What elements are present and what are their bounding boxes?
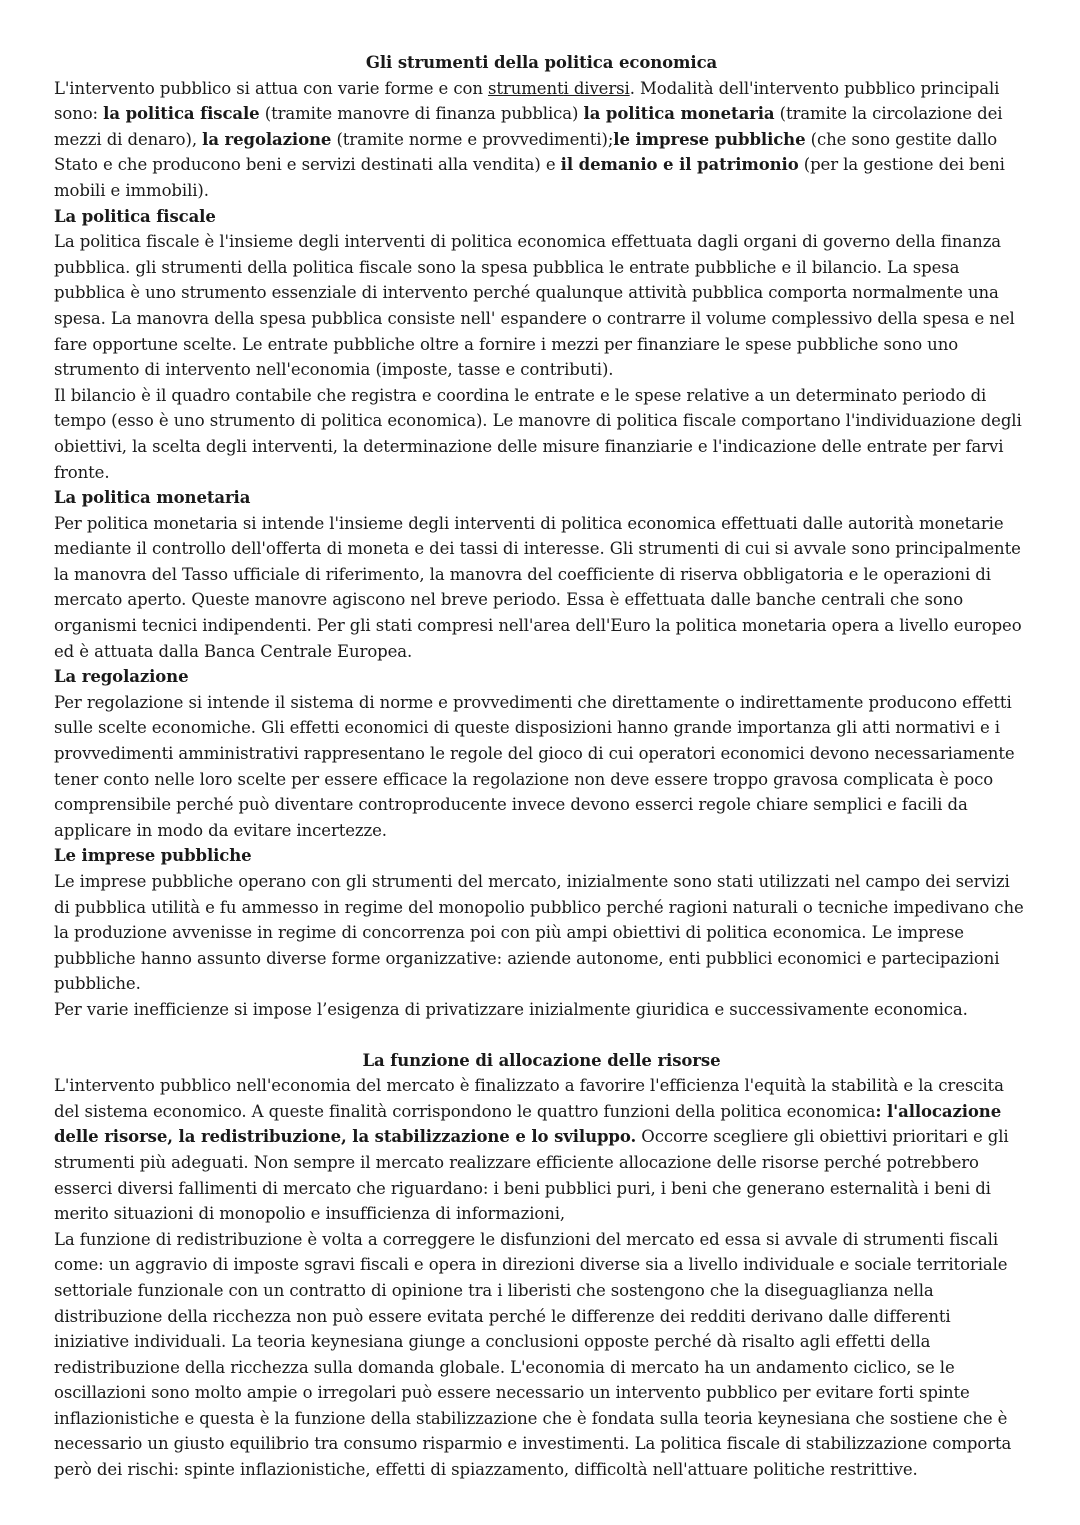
intro-bold-regolazione: la regolazione <box>202 129 332 149</box>
section-title-strumenti: Gli strumenti della politica economica <box>365 53 718 72</box>
intro-text-5: (tramite norme e provvedimenti); <box>331 129 614 149</box>
allocazione-text-1: L'intervento pubblico nell'economia del mercato è finalizzato a favorire l'efficienza l'equità la stabilità e la crescita del sistema economico. A queste finalità corrispondono le quattro funzioni della politica economica <box>54 1076 1004 1121</box>
section-spacer <box>54 1023 1029 1048</box>
intro-bold-fiscale: la politica fiscale <box>103 104 260 124</box>
monetaria-paragraph: Per politica monetaria si intende l'insieme degli interventi di politica economica effettuati dalle autorità monetarie mediante il controllo dell'offerta di moneta e dei tassi di interesse. Gli strumenti di cui si avvale sono principalmente la manovra del Tasso ufficiale di riferimento, la manovra del coefficiente di riserva obbligatoria e le operazioni di mercato aperto. Queste manovre agiscono nel breve periodo. Essa è effettuata dalle banche centrali che sono organismi tecnici indipendenti. Per gli stati compresi nell'area dell'Euro la politica monetaria opera a livello europeo ed è attuata dalla Banca Centrale Europea. <box>54 513 1022 661</box>
intro-bold-imprese: le imprese pubbliche <box>613 129 806 149</box>
document-page <box>54 50 1029 1483</box>
intro-underlined-phrase: strumenti diversi <box>488 78 630 98</box>
imprese-paragraph-2: Per varie inefficienze si impose l’esigenza di privatizzare inizialmente giuridica e successivamente economica. <box>54 999 968 1019</box>
allocazione-paragraph-2: La funzione di redistribuzione è volta a correggere le disfunzioni del mercato ed essa si avvale di strumenti fiscali come: un aggravio di imposte sgravi fiscali e opera in direzioni diverse sia a livello individuale e sociale territoriale settoriale funzionale con un contratto di opinione tra i liberisti che sostengono che la diseguaglianza nella distribuzione della ricchezza non può essere evitata perché le differenze dei redditi derivano dalle differenti iniziative individuali. La teoria keynesiana giunge a conclusioni opposte perché dà risalto agli effetti della redistribuzione della ricchezza sulla domanda globale. L'economia di mercato ha un andamento ciclico, se le oscillazioni sono molto ampie o irregolari può essere necessario un intervento pubblico per evitare forti spinte inflazionistiche e questa è la funzione della stabilizzazione che è fondata sulla teoria keynesiana che sostiene che è necessario un giusto equilibrio tra consumo risparmio e investimenti. La politica fiscale di stabilizzazione comporta però dei rischi: spinte inflazionistiche, effetti di spiazzamento, difficoltà nell'attuare politiche restrittive. <box>54 1229 1012 1480</box>
heading-politica-monetaria: La politica monetaria <box>54 488 251 508</box>
imprese-paragraph-1: Le imprese pubbliche operano con gli strumenti del mercato, inizialmente sono stati utilizzati nel campo dei servizi di pubblica utilità e fu ammesso in regime del monopolio pubblico perché ragioni naturali o tecniche impedivano che la produzione avvenisse in regime di concorrenza poi con più ampi obiettivi di politica economica. Le imprese pubbliche hanno assunto diverse forme organizzative: aziende autonome, enti pubblici economici e partecipazioni pubbliche. <box>54 872 1024 994</box>
allocazione-text-2: Occorre scegliere gli obiettivi prioritari e gli strumenti più adeguati. Non sempre il mercato realizzare efficiente allocazione delle risorse perché potrebbero esserci diversi fallimenti di mercato che riguardano: i beni pubblici puri, i beni che generano esternalità i beni di merito situazioni di monopolio e insufficienza di informazioni, <box>54 1127 1009 1224</box>
intro-text-1: L'intervento pubblico si attua con varie forme e con <box>54 78 489 98</box>
section-title-allocazione: La funzione di allocazione delle risorse <box>362 1050 721 1070</box>
intro-text-3: (tramite manovre di finanza pubblica) <box>259 104 584 124</box>
allocazione-paragraph-1 <box>54 1073 1029 1227</box>
allocazione-bold-funzioni: : l'allocazione delle risorse, la redistribuzione, la stabilizzazione e lo sviluppo. <box>54 1101 1002 1147</box>
intro-text-7: (per la gestione dei beni mobili e immobili). <box>54 155 1005 200</box>
fiscale-paragraph-2: Il bilancio è il quadro contabile che registra e coordina le entrate e le spese relative a un determinato periodo di tempo (esso è uno strumento di politica economica). Le manovre di politica fiscale comportano l'individuazione degli obiettivi, la scelta degli interventi, la determinazione delle misure finanziarie e l'indicazione delle entrate per farvi fronte. <box>54 385 1022 482</box>
intro-text-6: (che sono gestite dallo Stato e che producono beni e servizi destinati alla vendita) e <box>54 129 998 175</box>
intro-text-2: . Modalità dell'intervento pubblico principali sono: <box>54 78 1000 124</box>
regolazione-paragraph: Per regolazione si intende il sistema di norme e provvedimenti che direttamente o indirettamente producono effetti sulle scelte economiche. Gli effetti economici di queste disposizioni hanno grande importanza gli atti normativi e i provvedimenti amministrativi rappresentano le regole del gioco di cui operatori economici devono necessariamente tener conto nelle loro scelte per essere efficace la regolazione non deve essere troppo gravosa complicata è poco comprensibile perché può diventare controproducente invece devono esserci regole chiare semplici e facili da applicare in modo da evitare incertezze. <box>54 692 1015 840</box>
fiscale-paragraph-1: La politica fiscale è l'insieme degli interventi di politica economica effettuata dagli organi di governo della finanza pubblica. gli strumenti della politica fiscale sono la spesa pubblica le entrate pubbliche e il bilancio. La spesa pubblica è uno strumento essenziale di intervento perché qualunque attività pubblica comporta normalmente una spesa. La manovra della spesa pubblica consiste nell' espandere o contrarre il volume complessivo della spesa e nel fare opportune scelte. Le entrate pubbliche oltre a fornire i mezzi per finanziare le spese pubbliche sono uno strumento di intervento nell'economia (imposte, tasse e contributi). <box>54 232 1015 380</box>
heading-regolazione: La regolazione <box>54 667 189 687</box>
heading-politica-fiscale: La politica fiscale <box>54 206 216 226</box>
intro-text-4: (tramite la circolazione dei mezzi di denaro), <box>54 104 1003 149</box>
heading-imprese-pubbliche: Le imprese pubbliche <box>54 846 252 866</box>
intro-bold-monetaria: la politica monetaria <box>583 104 775 124</box>
intro-bold-demanio: il demanio e il patrimonio <box>560 155 799 175</box>
intro-paragraph <box>54 76 1029 204</box>
